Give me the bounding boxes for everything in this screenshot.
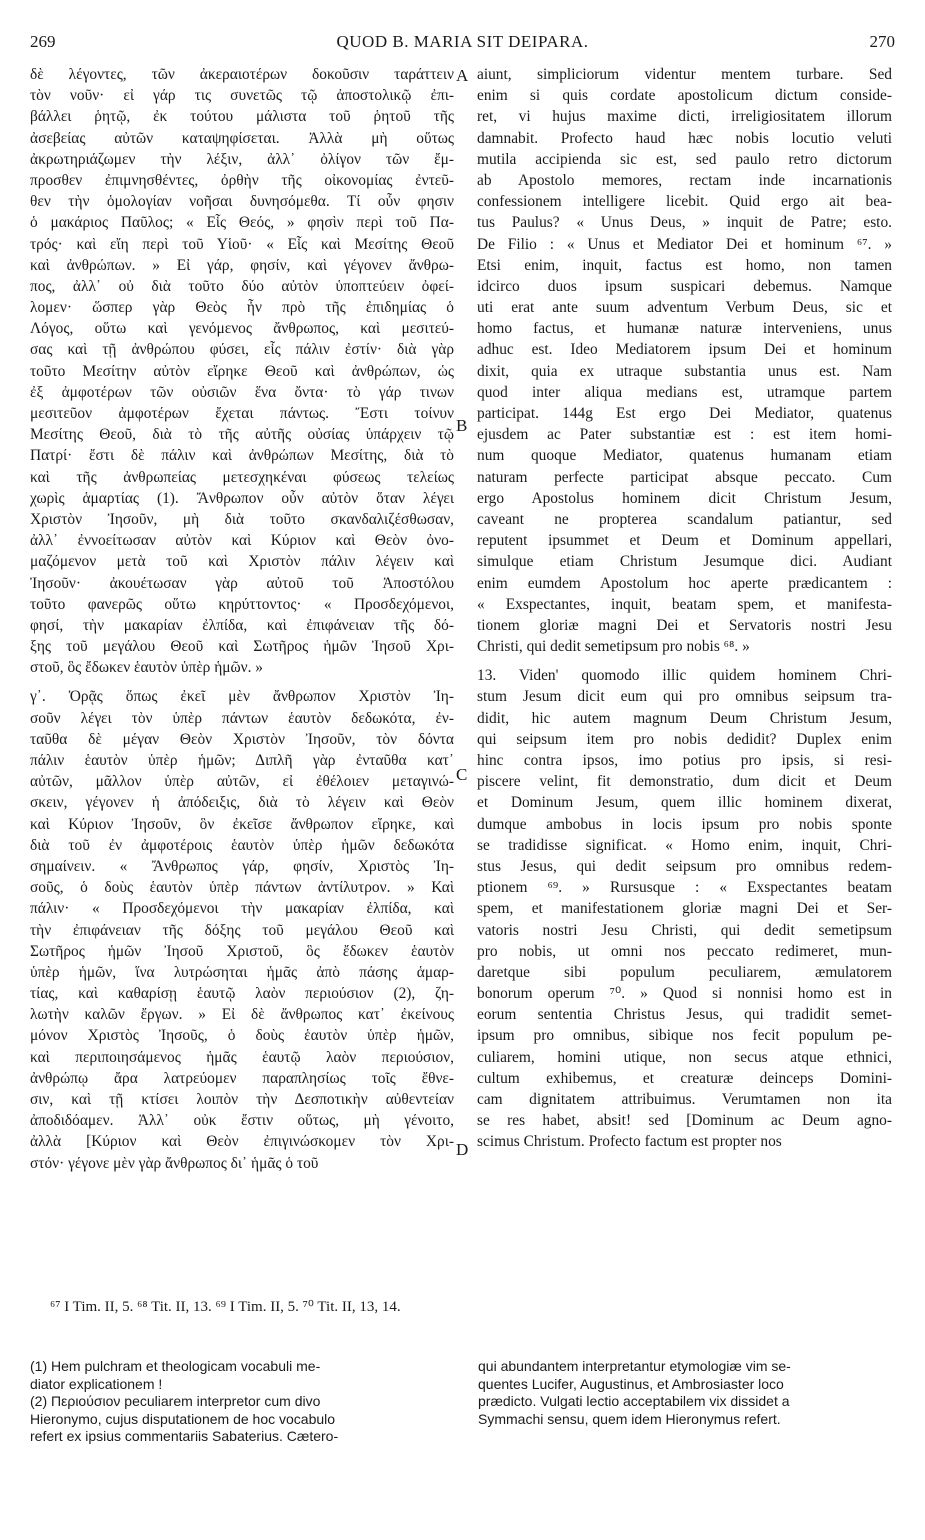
text-line: τίας, καὶ καθαρίσῃ ἑαυτῷ λαὸν περιούσιον (2), ζη-: [30, 985, 454, 1003]
text-line: dumque ambobus in locis ipsum pro nobis sponte: [477, 815, 892, 833]
text-line: λομεν· ὥσπερ γὰρ Θεὸς ἦν πρὸ τῆς ἐπιδημίας ὁ: [30, 299, 454, 317]
latin-column: [477, 64, 892, 1153]
text-line: eorum sententia Christus Jesus, qui tradidit semet-: [477, 1006, 892, 1024]
text-line: Μεσίτης Θεοῦ, διὰ τὸ τῆς αὐτῆς οὐσίας ὑπάρχειν τῷ: [30, 426, 454, 444]
text-line: idcirco duos ipsum suspicari debemus. Namque: [477, 277, 892, 295]
latin-paragraph-2: [477, 665, 892, 1152]
text-line: damnabit. Profecto haud hæc nobis locutio veluti: [477, 129, 892, 147]
text-line: σας καὶ τῇ ἀνθρώπου φύσει, εἷς πάλιν ἐστίν· διὰ γὰρ: [30, 341, 454, 359]
text-line: scimus Christum. Profecto factum est propter nos: [477, 1133, 782, 1151]
text-line: ipsum pro omnibus, sibique nos fecit populum pe-: [477, 1027, 892, 1045]
text-line: diator explicationem !: [30, 1375, 163, 1392]
margin-marker-a: A: [456, 66, 469, 85]
text-line: spem, et manifestationem gloriæ magni Dei et Ser-: [477, 900, 892, 918]
margin-marker-b: B: [456, 416, 468, 435]
text-line: caveant ne propterea scandalum patiantur, sed: [477, 510, 892, 528]
text-line: Πατρί· ἔστι δὲ πάλιν καὶ ἀνθρώπων Μεσίτης, διὰ τὸ: [30, 447, 454, 465]
text-line: enim si quis cordate apostolicum dictum conside-: [477, 87, 892, 105]
text-line: δὲ λέγοντες, τῶν ἀκεραιοτέρων δοκοῦσιν ταράττειν: [30, 66, 454, 83]
text-line: καὶ Κύριον Ἰησοῦν, ὃν ἐκεῖσε ἄνθρωπον εἴρηκε, καὶ: [30, 815, 454, 833]
page-number-right: 270: [869, 32, 895, 51]
text-line: ὑπὲρ ἡμῶν, ἵνα λυτρώσηται ἡμᾶς ἀπὸ πάσης ἁμαρ-: [30, 963, 454, 981]
text-line: num quoque Mediator, quatenus humanam etiam: [477, 447, 892, 465]
text-line: reputent ipsummet et Deum et Dominum appellari,: [477, 532, 892, 550]
text-line: πάλιν ἑαυτὸν ὑπὲρ ἡμῶν; Διπλῆ γὰρ ἐνταῦθα κατ᾽: [30, 752, 454, 769]
text-line: τοῦτο φανερῶς οὕτω κηρύττοντος· « Προσδεχόμενοι,: [30, 595, 454, 613]
text-line: adhuc est. Ideo Mediatorem ipsum Dei et hominum: [477, 341, 892, 359]
text-line: σκειν, γέγονεν ἡ ἀπόδειξις, διὰ τὸ λέγειν καὶ Θεὸν: [30, 794, 454, 812]
text-line: τὴν ἐπιφάνειαν τῆς δόξης τοῦ μεγάλου Θεοῦ καὶ: [30, 921, 454, 939]
text-line: Σωτῆρος ἡμῶν Ἰησοῦ Χριστοῦ, ὃς ἔδωκεν ἑαυτὸν: [30, 942, 454, 960]
text-line: στοῦ, ὃς ἔδωκεν ἑαυτὸν ὑπὲρ ἡμῶν. »: [30, 659, 263, 677]
text-line: ptionem ⁶⁹. » Rursusque : « Exspectantes beatam: [477, 879, 892, 897]
text-line: πάλιν· « Προσδεχόμενοι τὴν μακαρίαν ἐλπίδα, καὶ: [30, 900, 454, 918]
text-line: et Dominum Jesum, quem illic hominem dixerat,: [477, 794, 892, 812]
page-header: [30, 32, 895, 58]
text-line: qui seipsum item pro nobis dedidit? Duplex enim: [477, 730, 892, 748]
greek-paragraph-1: [30, 64, 454, 678]
text-line: χωρὶς ἁμαρτίας (1). Ἄνθρωπον οὖν αὐτὸν ὅταν λέγει: [30, 489, 454, 507]
text-line: τρός· καὶ εἴη περὶ τοῦ Υἱοῦ· « Εἷς καὶ Μεσίτης Θεοῦ: [30, 235, 454, 253]
text-line: ταῦθα δὲ μέγαν Θεὸν Χριστὸν Ἰησοῦν, τὸν δόντα: [30, 730, 454, 748]
text-line: αὐτῶν, μᾶλλον ὑπὲρ αὐτῶν, εἰ ἐθέλοιεν μεταγινώ-: [30, 773, 454, 791]
text-line: se res habet, absit! sed [Dominum ac Deum agno-: [477, 1112, 892, 1130]
text-line: confessionem intelligere licebit. Quid ergo ait bea-: [477, 193, 892, 211]
text-line: Ἰησοῦν· ἀκουέτωσαν γὰρ αὐτοῦ τοῦ Ἀποστόλου: [30, 574, 454, 592]
text-line: enim eumdem Apostolum hoc aperte prædicantem :: [477, 574, 892, 592]
text-line: γ᾽. Ὁρᾷς ὅπως ἐκεῖ μὲν ἄνθρωπον Χριστὸν Ἰη-: [30, 688, 454, 706]
text-line: Χριστὸν Ἰησοῦν, μὴ διὰ τοῦτο σκανδαλιζέσθωσαν,: [30, 510, 454, 528]
text-line: didit, hic autem magnum Deum Christum Jesum,: [477, 709, 892, 727]
text-line: ἀλλὰ [Κύριον καὶ Θεὸν ἐπιγινώσκομεν τὸν Χρι-: [30, 1133, 454, 1151]
text-line: daretque sibi populum peculiarem, æmulatorem: [477, 963, 892, 981]
text-line: ἐξ ἀμφοτέρων τῶν οὐσιῶν ἕνα ὄντα· τὸ γάρ τινων: [30, 383, 454, 401]
text-line: ἀνθρώπῳ ἄρα λατρεύομεν παραπλησίως τοῖς ἔθνε-: [30, 1069, 454, 1087]
text-line: qui abundantem interpretantur etymologiæ vim se-: [478, 1358, 791, 1374]
margin-marker-c: C: [456, 765, 468, 784]
text-line: θεν τὴν ὁμολογίαν νοῆσαι δυνησόμεθα. Τί οὖν φησιν: [30, 193, 454, 211]
text-line: μαζόμενον μετὰ τοῦ καὶ Χριστὸν πάλιν λέγειν καὶ: [30, 553, 454, 571]
text-line: homo factus, et humanæ naturæ interveniens, unus: [477, 320, 892, 338]
text-line: πος, ἀλλ᾽ οὐ διὰ τοῦτο δύο αὐτὸν ὑποπτεύειν ὀφεί-: [30, 277, 454, 295]
text-line: στόν· γέγονε μὲν γὰρ ἄνθρωπος δι᾽ ἡμᾶς ὁ τοῦ: [30, 1154, 319, 1172]
margin-marker-d: D: [456, 1140, 469, 1159]
text-line: piscere velint, fit demonstratio, dum dicit et Deum: [477, 773, 892, 791]
text-line: καὶ τῆς ἀνθρωπείας μετεσχηκέναι φύσεως τελείως: [30, 468, 454, 486]
text-line: dixit, quia ex utraque substantia unus est. Nam: [477, 362, 892, 380]
text-line: μόνον Χριστὸς Ἰησοῦς, ὁ δοὺς ἑαυτὸν ὑπὲρ ἡμῶν,: [30, 1027, 454, 1045]
text-line: Λόγος, οὕτω καὶ γενόμενος ἄνθρωπος, καὶ μεσιτεύ-: [30, 320, 454, 338]
footnotes-left: [30, 1358, 450, 1446]
text-line: De Filio : « Unus et Mediator Dei et hominum ⁶⁷. »: [477, 235, 892, 253]
text-line: se tradidisse significat. « Homo enim, inquit, Chri-: [477, 836, 892, 854]
text-line: σιν, καὶ τῇ κτίσει λοιπὸν τὴν Δεσποτικὴν αὐθεντείαν: [30, 1091, 454, 1108]
text-line: vatoris nostri Jesu Christi, qui dedit semetipsum: [477, 921, 892, 939]
text-line: μεσιτεῦον ἀμφοτέρων ἔχεται πάντως. Ἔστι τοίνυν: [30, 405, 454, 422]
greek-column: [30, 64, 454, 1174]
text-line: naturam perfecte participat absque peccato. Cum: [477, 468, 892, 486]
text-line: ἀλλ᾽ ἐννοείτωσαν αὐτὸν καὶ Κύριον καὶ Θεὸν ὀνο-: [30, 532, 454, 550]
footnotes-right: [478, 1358, 888, 1428]
text-line: uti erat ante suum adventum Verbum Deus, sic et: [477, 299, 892, 317]
text-line: φησί, τὴν μακαρίαν ἐλπίδα, καὶ ἐπιφάνειαν τῆς δό-: [30, 616, 454, 634]
text-line: 13. Viden' quomodo illic quidem hominem Chri-: [477, 667, 892, 685]
text-line: simulque etiam Christum Jesumque dici. Audiant: [477, 553, 892, 571]
text-line: Christi, qui dedit semetipsum pro nobis ⁶⁸. »: [477, 638, 750, 656]
text-line: tionem gloriæ magni Dei et Servatoris nostri Jesu: [477, 616, 892, 634]
text-line: ergo Apostolus hominem dicit Christum Jesum,: [477, 489, 892, 507]
text-line: ἀσεβείας αὐτῶν καταψηφίσεται. Ἀλλὰ μὴ οὕτως: [30, 129, 454, 147]
text-line: τὸν νοῦν· εἰ γάρ τις συνετῶς τῷ ἀποστολικῷ ἐπι-: [30, 87, 454, 105]
greek-paragraph-2: [30, 686, 454, 1173]
text-line: stus Jesus, qui dedit seipsum pro omnibus redem-: [477, 857, 892, 875]
text-line: ret, vi hujus maxime dicti, irreligiositatem illorum: [477, 108, 892, 126]
text-line: σοῦν λέγει τὸν ὑπὲρ πάντων ἑαυτὸν δεδωκότα, ἐν-: [30, 709, 454, 727]
text-line: καὶ περιποιησάμενος ἡμᾶς ἑαυτῷ λαὸν περιούσιον,: [30, 1048, 454, 1066]
text-line: culiarem, homini utique, non secus atque ethnici,: [477, 1048, 892, 1066]
text-line: ab Apostolo memores, rectam inde incarnationis: [477, 171, 892, 189]
text-line: aiunt, simpliciorum videntur mentem turbare. Sed: [477, 66, 892, 83]
text-line: hinc contra ipsos, imo potius pro ipsis, si resi-: [477, 752, 892, 769]
text-line: τοῦτο Μεσίτην αὐτὸν εἴρηκε Θεοῦ καὶ ἀνθρώπων, ὡς: [30, 362, 454, 380]
text-line: ἀποδιδόαμεν. Ἀλλ᾽ οὐκ ἔστιν οὕτως, μὴ γένοιτο,: [30, 1112, 454, 1130]
text-line: Symmachi sensu, quem idem Hieronymus refert.: [478, 1410, 781, 1427]
text-line: stum Jesum dicit eum qui pro omnibus seipsum tra-: [477, 688, 892, 706]
text-line: cultum exhibemus, et creaturæ deinceps Domini-: [477, 1069, 892, 1087]
text-line: Etsi enim, inquit, factus est homo, non tamen: [477, 256, 892, 274]
text-line: ὁ μακάριος Παῦλος; « Εἷς Θεός, » φησὶν περὶ τοῦ Πα-: [30, 214, 454, 232]
text-line: βάλλει ῥητῷ, ἐκ τούτου μάλιστα τοῦ ῥητοῦ τῆς: [30, 108, 454, 126]
text-line: bonorum operum ⁷⁰. » Quod si nonnisi homo est in: [477, 985, 892, 1003]
text-line: σοῦς, ὁ δοὺς ἑαυτὸν ὑπὲρ πάντων ἀντίλυτρον. » Καὶ: [30, 879, 454, 897]
text-line: prædicto. Vulgati lectio acceptabilem vix dissidet a: [478, 1393, 790, 1409]
text-line: quentes Lucifer, Augustinus, et Ambrosiaster loco: [478, 1375, 784, 1392]
text-line: (1) Hem pulchram et theologicam vocabuli me-: [30, 1358, 321, 1374]
text-line: (2) Περιούσιον peculiarem interpretor cum divo: [30, 1393, 321, 1409]
text-line: pro nobis, ut omni nos peccato redimeret, mun-: [477, 942, 892, 960]
running-title: QUOD B. MARIA SIT DEIPARA.: [336, 32, 589, 51]
text-line: mutila accipienda sic est, sed paulo retro dictorum: [477, 150, 892, 168]
text-line: ἀκρωτηριάζωμεν τὴν λέξιν, ἀλλ᾽ ὀλίγον τῶν ἔμ-: [30, 150, 454, 168]
text-line: ξης τοῦ μεγάλου Θεοῦ καὶ Σωτῆρος ἡμῶν Ἰησοῦ Χρι-: [30, 638, 454, 656]
text-line: ejusdem ac Pater substantiæ est : est item homi-: [477, 426, 892, 444]
text-line: participat. 144g Est ergo Dei Mediator, quatenus: [477, 405, 892, 422]
latin-paragraph-1: [477, 64, 892, 657]
scripture-references: ⁶⁷ I Tim. II, 5. ⁶⁸ Tit. II, 13. ⁶⁹ I Tim. II, 5. ⁷⁰ Tit. II, 13, 14.: [50, 1299, 401, 1315]
text-line: « Exspectantes, inquit, beatam spem, et manifesta-: [477, 595, 892, 613]
text-line: cam dignitatem attribuimus. Verumtamen non ita: [477, 1091, 892, 1108]
text-line: refert ex ipsius commentariis Sabaterius. Cætero-: [30, 1428, 339, 1444]
text-line: λωτὴν καλῶν ἔργων. » Εἰ δὲ ἄνθρωπος κατ᾽ ἐκείνους: [30, 1006, 454, 1024]
page-number-left: 269: [30, 32, 56, 51]
text-line: διὰ τοῦ ἐν ἀμφοτέροις ἑαυτὸν ὑπὲρ ἡμῶν δεδωκότα: [30, 836, 454, 854]
text-line: Hieronymo, cujus disputationem de hoc vocabulo: [30, 1410, 336, 1427]
text-line: προσθεν ἐπιμνησθέντες, ὀρθὴν τῆς οἰκονομίας ἐντεῦ-: [30, 171, 454, 189]
text-line: καὶ ἀνθρώπων. » Εἰ γάρ, φησίν, καὶ γέγονεν ἄνθρω-: [30, 256, 454, 274]
text-line: tus Paulus? « Unus Deus, » inquit de Patre; esto.: [477, 214, 892, 232]
text-line: σημαίνειν. « Ἄνθρωπος γάρ, φησίν, Χριστὸς Ἰη-: [30, 857, 454, 875]
text-line: quod inter aliqua medians est, utramque partem: [477, 383, 892, 401]
